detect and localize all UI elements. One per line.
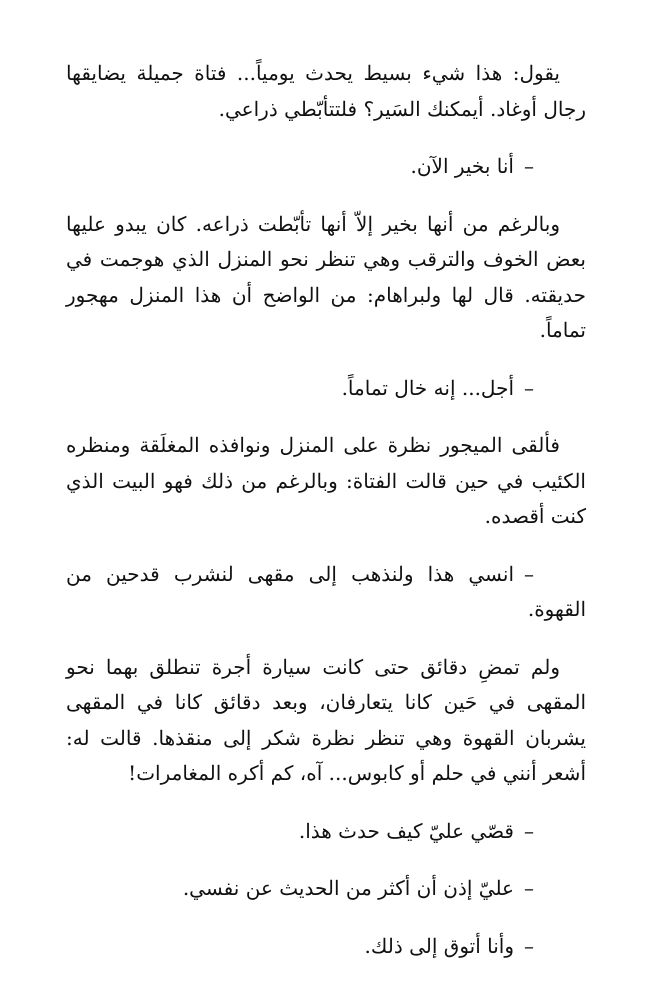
dialogue-dash: –: [524, 154, 534, 178]
dialogue-line: [66, 371, 586, 407]
dialogue-text: أنا بخير الآن.: [410, 154, 514, 178]
dialogue-dash: –: [524, 375, 534, 400]
dialogue-text: وأنا أتوق إلى ذلك.: [364, 933, 514, 958]
narration-paragraph: [66, 650, 586, 792]
dialogue-text: أجل... إنه خال تماماً.: [341, 375, 514, 400]
narration-paragraph: [66, 428, 586, 535]
book-page: [66, 56, 586, 986]
narration-paragraph: [66, 207, 586, 349]
dialogue-dash: –: [524, 933, 534, 958]
dialogue-dash: –: [524, 818, 534, 843]
dialogue-text: قصّي عليّ كيف حدث هذا.: [298, 818, 514, 843]
paragraph-text: فألقى الميجور نظرة على المنزل ونوافذه المغلَقة ومنظره الكئيب في حين قالت الفتاة: وبالرغم من ذلك فهو البيت الذي كنت أقصده.: [66, 433, 586, 528]
dialogue-line: [66, 149, 586, 185]
dialogue-dash: –: [524, 876, 534, 900]
paragraph-text: ولم تمضِ دقائق حتى كانت سيارة أجرة تنطلق بهما نحو المقهى في حَين كانا يتعارفان، وبعد دقائق كانا في المقهى يشربان القهوة وهي تنظر نظرة شكر إلى منقذها. قالت له: أشعر أنني في حلم أو كابوس... آه، كم أكره المغامرات!: [66, 654, 587, 785]
dialogue-text: انسي هذا ولنذهب إلى مقهى لنشرب قدحين من القهوة.: [66, 561, 586, 621]
paragraph-text: يقول: هذا شيء بسيط يحدث يومياً... فتاة جميلة يضايقها رجال أوغاد. أيمكنك السَير؟ فلتتأبّطي ذراعي.: [66, 61, 586, 121]
dialogue-line: [66, 814, 586, 850]
dialogue-dash: –: [524, 561, 534, 586]
paragraph-text: وبالرغم من أنها بخير إلاّ أنها تأبّطت ذراعه. كان يبدو عليها بعض الخوف والترقب وهي تنظر نحو المنزل الذي هوجمت في حديقته. قال لها ولبراهام: من الواضح أن هذا المنزل مهجور تماماً.: [66, 211, 586, 342]
narration-paragraph: [66, 56, 586, 127]
dialogue-line: [66, 871, 586, 907]
dialogue-line: [66, 557, 586, 628]
dialogue-line: [66, 929, 586, 965]
dialogue-text: عليّ إذن أن أكثر من الحديث عن نفسي.: [182, 876, 514, 900]
